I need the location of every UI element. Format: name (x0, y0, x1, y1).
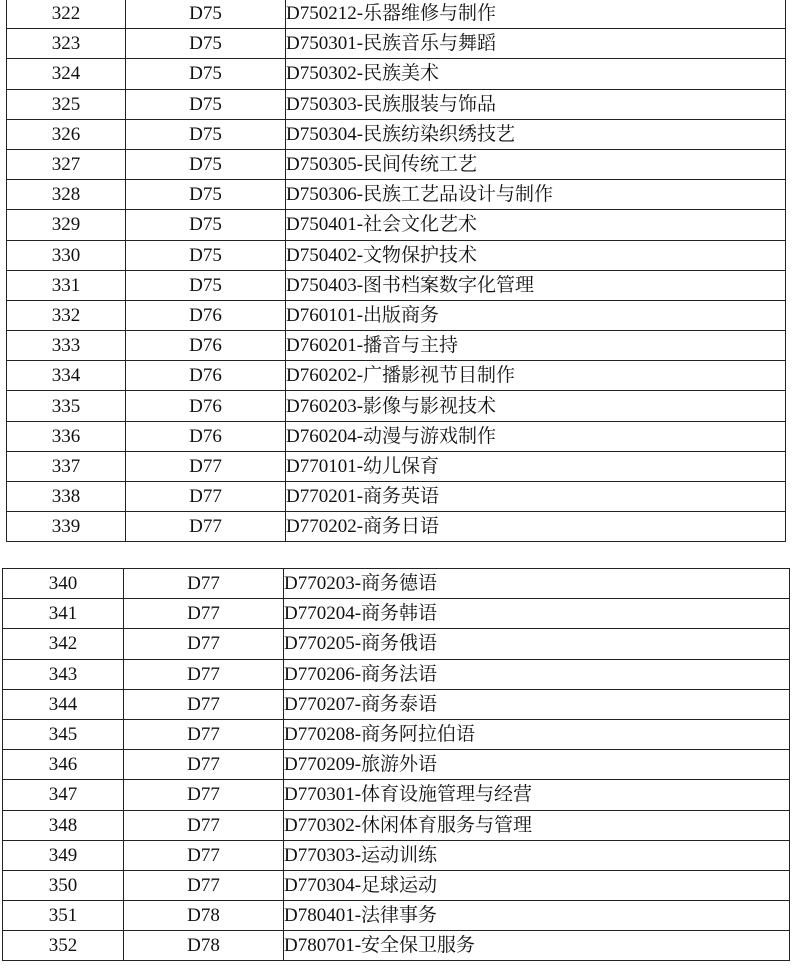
major-table-part-2 (2, 568, 790, 961)
table-row (3, 719, 790, 749)
table-row (7, 331, 786, 361)
category-code-cell: D76 (126, 421, 286, 451)
category-code-cell: D76 (126, 361, 286, 391)
table-row (7, 421, 786, 451)
category-code-cell: D76 (126, 300, 286, 330)
category-code-cell: D77 (124, 719, 284, 749)
major-name-cell: D770204-商务韩语 (284, 599, 790, 629)
table-row (7, 210, 786, 240)
major-name-cell: D750401-社会文化艺术 (286, 210, 786, 240)
major-name-cell: D760204-动漫与游戏制作 (286, 421, 786, 451)
major-name-cell: D770201-商务英语 (286, 482, 786, 512)
major-name-cell: D770101-幼儿保育 (286, 451, 786, 481)
major-name-cell: D770209-旅游外语 (284, 750, 790, 780)
row-number-cell: 331 (7, 270, 126, 300)
major-name-cell: D770208-商务阿拉伯语 (284, 719, 790, 749)
row-number-cell: 334 (7, 361, 126, 391)
category-code-cell: D75 (126, 149, 286, 179)
row-number-cell: 345 (3, 719, 124, 749)
row-number-cell: 348 (3, 810, 124, 840)
major-name-cell: D770202-商务日语 (286, 512, 786, 542)
major-name-cell: D770304-足球运动 (284, 870, 790, 900)
table-row (3, 840, 790, 870)
table-row (7, 270, 786, 300)
category-code-cell: D75 (126, 270, 286, 300)
row-number-cell: 324 (7, 59, 126, 89)
category-code-cell: D77 (126, 451, 286, 481)
category-code-cell: D77 (126, 512, 286, 542)
major-name-cell: D770203-商务德语 (284, 569, 790, 599)
major-name-cell: D750301-民族音乐与舞蹈 (286, 29, 786, 59)
row-number-cell: 327 (7, 149, 126, 179)
category-code-cell: D75 (126, 210, 286, 240)
table-row (3, 780, 790, 810)
table-row (7, 512, 786, 542)
category-code-cell: D75 (126, 89, 286, 119)
row-number-cell: 339 (7, 512, 126, 542)
major-table-part-1-body (7, 0, 786, 542)
row-number-cell: 335 (7, 391, 126, 421)
table-row (7, 149, 786, 179)
category-code-cell: D77 (126, 482, 286, 512)
category-code-cell: D77 (124, 629, 284, 659)
row-number-cell: 346 (3, 750, 124, 780)
major-name-cell: D770303-运动训练 (284, 840, 790, 870)
row-number-cell: 323 (7, 29, 126, 59)
category-code-cell: D76 (126, 331, 286, 361)
table-row (7, 300, 786, 330)
row-number-cell: 342 (3, 629, 124, 659)
row-number-cell: 333 (7, 331, 126, 361)
table-row (7, 0, 786, 29)
row-number-cell: 322 (7, 0, 126, 29)
row-number-cell: 344 (3, 689, 124, 719)
major-name-cell: D760203-影像与影视技术 (286, 391, 786, 421)
row-number-cell: 341 (3, 599, 124, 629)
major-name-cell: D770302-休闲体育服务与管理 (284, 810, 790, 840)
major-name-cell: D770205-商务俄语 (284, 629, 790, 659)
table-row (3, 810, 790, 840)
major-name-cell: D750306-民族工艺品设计与制作 (286, 180, 786, 210)
major-name-cell: D760101-出版商务 (286, 300, 786, 330)
major-name-cell: D750302-民族美术 (286, 59, 786, 89)
row-number-cell: 352 (3, 931, 124, 961)
table-row (7, 451, 786, 481)
row-number-cell: 329 (7, 210, 126, 240)
major-name-cell: D750303-民族服装与饰品 (286, 89, 786, 119)
table-row (7, 89, 786, 119)
category-code-cell: D77 (124, 840, 284, 870)
category-code-cell: D78 (124, 901, 284, 931)
major-name-cell: D750402-文物保护技术 (286, 240, 786, 270)
table-row (3, 870, 790, 900)
table-row (3, 901, 790, 931)
category-code-cell: D75 (126, 0, 286, 29)
table-row (3, 659, 790, 689)
table-row (3, 750, 790, 780)
row-number-cell: 347 (3, 780, 124, 810)
row-number-cell: 349 (3, 840, 124, 870)
major-name-cell: D750304-民族纺染织绣技艺 (286, 119, 786, 149)
row-number-cell: 343 (3, 659, 124, 689)
category-code-cell: D77 (124, 689, 284, 719)
major-name-cell: D760201-播音与主持 (286, 331, 786, 361)
major-table-part-1 (6, 0, 786, 542)
table-row (7, 482, 786, 512)
row-number-cell: 332 (7, 300, 126, 330)
table-row (3, 931, 790, 961)
row-number-cell: 338 (7, 482, 126, 512)
row-number-cell: 325 (7, 89, 126, 119)
row-number-cell: 350 (3, 870, 124, 900)
category-code-cell: D77 (124, 569, 284, 599)
table-row (3, 569, 790, 599)
category-code-cell: D75 (126, 29, 286, 59)
category-code-cell: D76 (126, 391, 286, 421)
table-row (7, 119, 786, 149)
major-name-cell: D780701-安全保卫服务 (284, 931, 790, 961)
category-code-cell: D77 (124, 810, 284, 840)
major-name-cell: D750305-民间传统工艺 (286, 149, 786, 179)
category-code-cell: D78 (124, 931, 284, 961)
table-row (7, 391, 786, 421)
category-code-cell: D75 (126, 180, 286, 210)
major-name-cell: D750212-乐器维修与制作 (286, 0, 786, 29)
category-code-cell: D77 (124, 780, 284, 810)
major-table-part-2-body (3, 569, 790, 961)
table-row (3, 689, 790, 719)
row-number-cell: 351 (3, 901, 124, 931)
major-name-cell: D770301-体育设施管理与经营 (284, 780, 790, 810)
category-code-cell: D77 (124, 599, 284, 629)
row-number-cell: 337 (7, 451, 126, 481)
major-name-cell: D780401-法律事务 (284, 901, 790, 931)
row-number-cell: 326 (7, 119, 126, 149)
major-name-cell: D770206-商务法语 (284, 659, 790, 689)
category-code-cell: D77 (124, 659, 284, 689)
row-number-cell: 328 (7, 180, 126, 210)
table-row (7, 240, 786, 270)
row-number-cell: 340 (3, 569, 124, 599)
table-row (7, 180, 786, 210)
table-row (7, 29, 786, 59)
major-name-cell: D770207-商务泰语 (284, 689, 790, 719)
category-code-cell: D77 (124, 870, 284, 900)
major-name-cell: D750403-图书档案数字化管理 (286, 270, 786, 300)
row-number-cell: 330 (7, 240, 126, 270)
table-row (7, 361, 786, 391)
category-code-cell: D75 (126, 240, 286, 270)
row-number-cell: 336 (7, 421, 126, 451)
major-name-cell: D760202-广播影视节目制作 (286, 361, 786, 391)
category-code-cell: D77 (124, 750, 284, 780)
category-code-cell: D75 (126, 119, 286, 149)
table-row (7, 59, 786, 89)
table-row (3, 599, 790, 629)
category-code-cell: D75 (126, 59, 286, 89)
table-row (3, 629, 790, 659)
